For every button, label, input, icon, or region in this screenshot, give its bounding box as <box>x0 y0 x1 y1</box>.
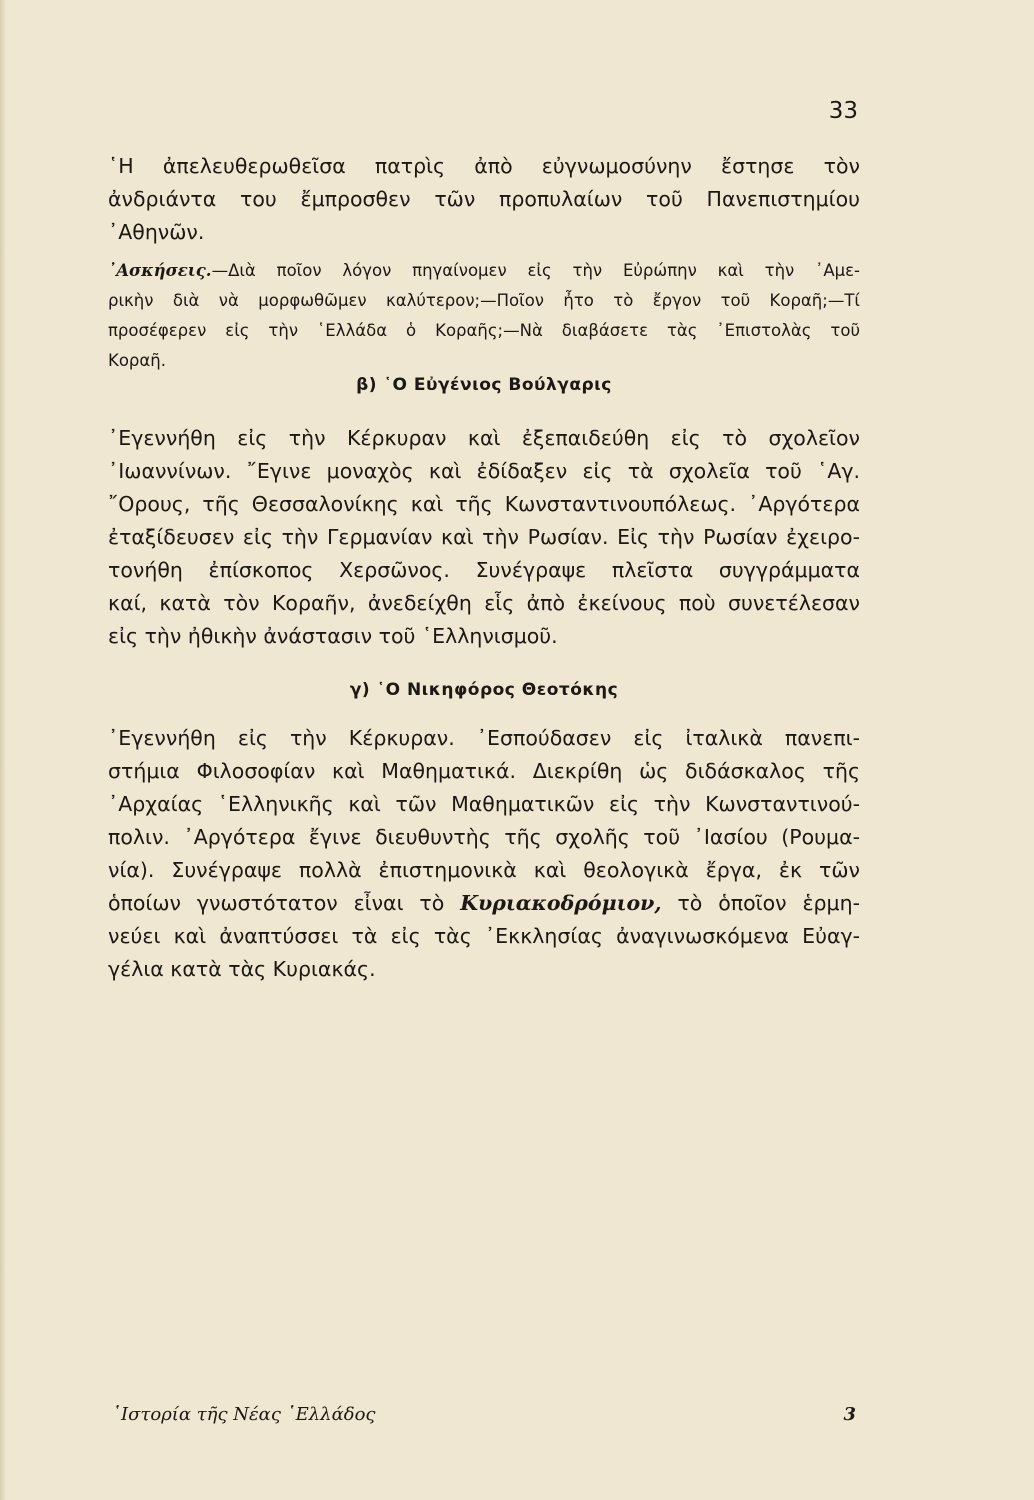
text-line: Κοραῆ. <box>108 351 166 370</box>
exercises-label: ᾿Ασκήσεις. <box>108 261 212 280</box>
exercises-paragraph <box>108 256 860 376</box>
page-number: 33 <box>828 98 858 124</box>
text-line: στήμια Φιλοσοφίαν καὶ Μαθηματικά. Διεκρίθη ὡς διδάσκαλος τῆς <box>108 759 860 783</box>
paragraph-voulgaris <box>108 422 860 653</box>
text-line: νία). Συνέγραψε πολλὰ ἐπιστημονικὰ καὶ θεολογικὰ ἔργα, ἐκ τῶν <box>108 858 860 882</box>
text-line: ᾿Αρχαίας ῾Ελληνικῆς καὶ τῶν Μαθηματικῶν εἰς τὴν Κωνσταντινού- <box>108 792 860 816</box>
text-line: νεύει καὶ ἀναπτύσσει τὰ εἰς τὰς ᾿Εκκλησίας ἀναγινωσκόμενα Εὐαγ- <box>108 924 860 948</box>
book-title-kyriakodromion: Κυριακοδρόμιον, <box>460 891 662 915</box>
text-line: ῎Ορους, τῆς Θεσσαλονίκης καὶ τῆς Κωνσταντινουπόλεως. ᾿Αργότερα <box>108 492 860 516</box>
text-line: εἰς τὴν ἠθικὴν ἀνάστασιν τοῦ ῾Ελληνισμοῦ. <box>108 624 558 648</box>
text-line: ᾿Εγεννήθη εἰς τὴν Κέρκυραν καὶ ἐξεπαιδεύθη εἰς τὸ σχολεῖον <box>108 426 860 450</box>
text-fragment: ὁποίων γνωστότατον εἶναι τὸ <box>108 891 461 915</box>
page-edge <box>0 0 6 1500</box>
text-line: τονήθη ἐπίσκοπος Χερσῶνος. Συνέγραψε πλεῖστα συγγράμματα <box>108 558 860 582</box>
text-line: καί, κατὰ τὸν Κοραῆν, ἀνεδείχθη εἷς ἀπὸ ἐκείνους ποὺ συνετέλεσαν <box>108 591 860 615</box>
text-line: ρικὴν διὰ νὰ μορφωθῶμεν καλύτερον;—Ποῖον ἦτο τὸ ἔργον τοῦ Κοραῆ;—Τί <box>108 291 860 310</box>
paragraph-theotokis <box>108 722 860 986</box>
text-line: ἀνδριάντα του ἔμπροσθεν τῶν προπυλαίων τοῦ Πανεπιστημίου <box>108 187 860 211</box>
text-fragment: τὸ ὁποῖον ἑρμη- <box>661 891 860 915</box>
text-line: ᾿Ιωαννίνων. ῎Εγινε μοναχὸς καὶ ἐδίδαξεν εἰς τὰ σχολεῖα τοῦ ῾Αγ. <box>108 459 860 483</box>
text-line: ᾿Εγεννήθη εἰς τὴν Κέρκυραν. ᾿Εσπούδασεν εἰς ἰταλικὰ πανεπι- <box>108 726 860 750</box>
footer-signature: 3 <box>843 1404 856 1425</box>
text-line: προσέφερεν εἰς τὴν ῾Ελλάδα ὁ Κοραῆς;—Νὰ διαβάσετε τὰς ᾿Επιστολὰς τοῦ <box>108 321 860 340</box>
text-line: γέλια κατὰ τὰς Κυριακάς. <box>108 957 376 981</box>
text-line: ἐταξίδευσεν εἰς τὴν Γερμανίαν καὶ τὴν Ρωσίαν. Εἰς τὴν Ρωσίαν ἐχειρο- <box>108 525 860 549</box>
section-heading-theotokis: γ) ῾Ο Νικηφόρος Θεοτόκης <box>349 680 619 700</box>
section-heading-voulgaris: β) ῾Ο Εὐγένιος Βούλγαρις <box>356 375 612 395</box>
text-line: πολιν. ᾿Αργότερα ἔγινε διευθυντὴς τῆς σχολῆς τοῦ ᾿Ιασίου (Ρουμα- <box>108 825 860 849</box>
footer-book-title: ῾Ιστορία τῆς Νέας ῾Ελλάδος <box>112 1404 376 1425</box>
exercises-text: —Διὰ ποῖον λόγον πηγαίνομεν εἰς τὴν Εὐρώπην καὶ τὴν ᾿Αμε- <box>211 261 860 280</box>
text-line: ῾Η ἀπελευθερωθεῖσα πατρὶς ἀπὸ εὐγνωμοσύνην ἔστησε τὸν <box>108 154 860 178</box>
paragraph-statue <box>108 150 860 249</box>
text-line <box>108 256 860 286</box>
text-line: ᾿Αθηνῶν. <box>108 220 205 244</box>
text-line <box>108 887 860 920</box>
